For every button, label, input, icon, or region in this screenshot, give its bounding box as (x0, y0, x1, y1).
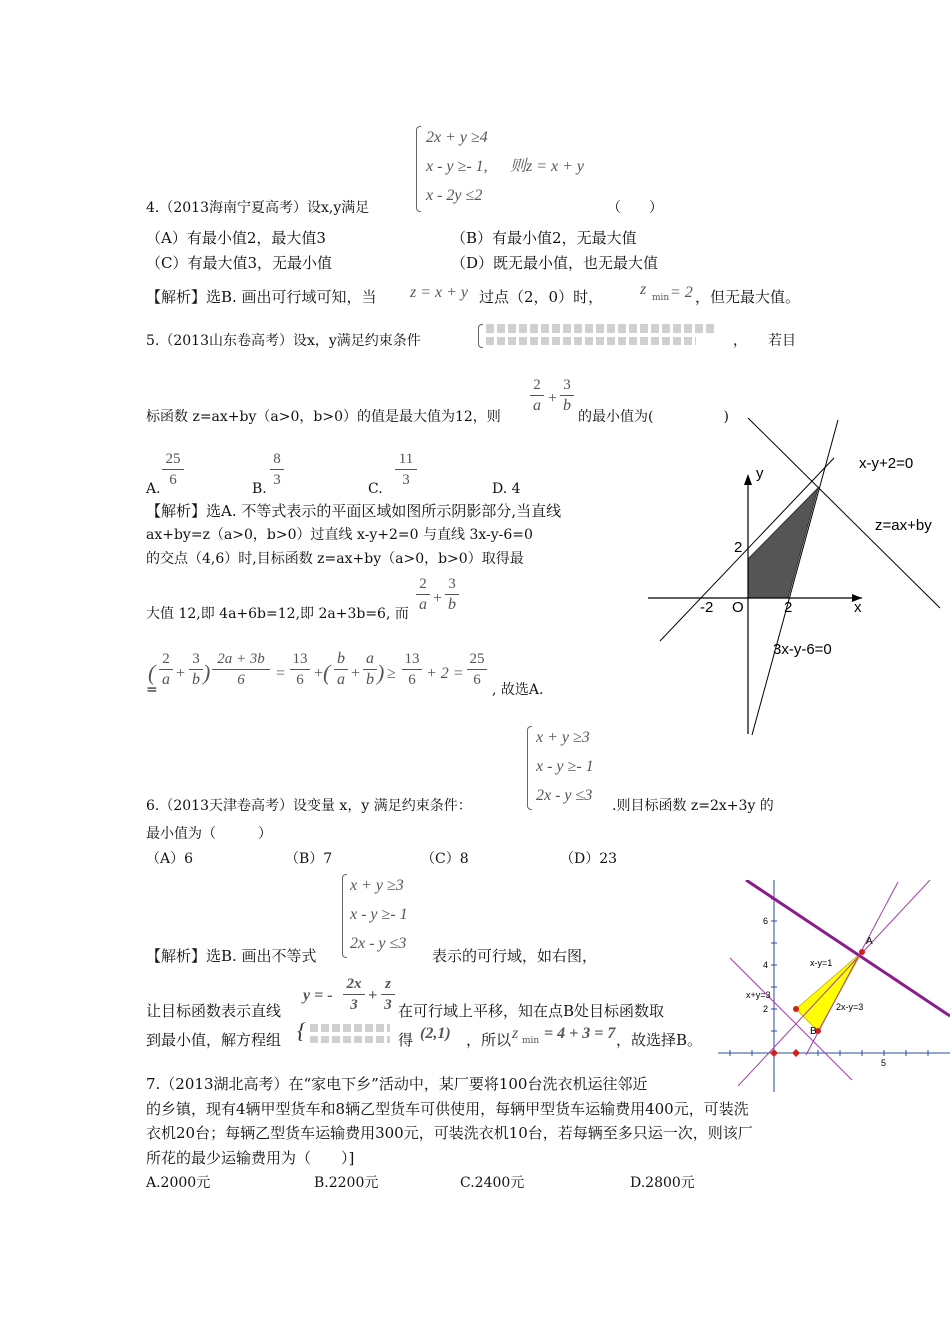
q6-blurred-eq2 (310, 1036, 390, 1043)
frac-den: 3 (384, 997, 392, 1013)
q5-stem: 5.（2013山东卷高考）设x，y满足约束条件 (146, 333, 421, 349)
q6-sol-sys-line2: x - y ≥- 1 (350, 906, 408, 923)
frac-den: 3 (402, 472, 410, 488)
frac-num: 25 (469, 651, 485, 667)
q6-solution3-point: (2,1) (420, 1025, 451, 1042)
q4-solution-prefix: 【解析】选B. 画出可行域可知，当 (146, 288, 377, 306)
q6-sys-line2: x - y ≥- 1 (536, 758, 594, 775)
q6-option-c: （C）8 (421, 851, 469, 867)
frac-num: 3 (192, 651, 200, 667)
q5-solution-line4: 大值 12,即 4a+6b=12,即 2a+3b=6, 而 (146, 606, 409, 622)
q6-solution-mid: 表示的可行域，如右图， (432, 947, 598, 965)
q6-label-line1: x-y=1 (810, 958, 833, 968)
q6-frac-plus: + (368, 987, 378, 1004)
q5-blurred-line2 (486, 337, 696, 345)
q5-label-origin: O (732, 599, 744, 616)
q6-label-y6: 6 (763, 916, 769, 926)
q5-eq-end: , 故选A. (492, 682, 544, 698)
q4-brace (416, 126, 421, 212)
q6-objective-line (746, 880, 950, 1016)
q6-stem2: 最小值为（ ） (146, 826, 272, 842)
frac-den: a (419, 596, 427, 613)
q5-eq-plus1: + (175, 665, 186, 682)
frac-den: 3 (350, 997, 358, 1013)
q5-label-2x: 2 (784, 599, 793, 616)
q4-solution-min: min (652, 293, 670, 303)
q6-label-line2: x+y=3 (746, 990, 771, 1000)
q4-option-d: （D）既无最小值，也无最大值 (451, 254, 659, 272)
q7-option-b: B.2200元 (314, 1175, 379, 1191)
q6-solution2-b: 在可行域上平移，知在点B处目标函数取 (398, 1002, 665, 1020)
q7-option-c: C.2400元 (460, 1175, 525, 1191)
q4-solution-z: z (640, 281, 647, 298)
q5-frac-3-over-b (560, 376, 574, 415)
q5-eq-paren2-close: ) (377, 660, 385, 685)
q6-label-x5: 5 (881, 1058, 887, 1068)
q7-line1: 7.（2013湖北高考）在“家电下乡”活动中，某厂要将100台洗衣机运往邻近 (146, 1075, 648, 1093)
q6-solution3-min: min (522, 1036, 540, 1046)
q6-eq-brace: { (297, 1018, 306, 1043)
q6-solution3-b: 得 (398, 1031, 414, 1049)
frac-num: 2x (346, 976, 362, 992)
q5-sol-frac-2a (416, 575, 430, 614)
q6-label-y2: 2 (763, 1004, 769, 1014)
frac-num: 3 (448, 576, 456, 592)
q5-option-d: D. 4 (492, 481, 521, 497)
q5-line2-a: 标函数 z=ax+by（a>0，b>0）的值是最大值为12，则 (146, 409, 501, 425)
q5-label-line1: x-y+2=0 (859, 455, 914, 472)
q5-option-c-frac (395, 450, 417, 489)
q5-label-2y: 2 (734, 539, 743, 556)
frac-num: 2a + 3b (217, 651, 265, 667)
q7-option-a: A.2000元 (146, 1175, 211, 1191)
q6-solution2-a: 让目标函数表示直线 (146, 1002, 282, 1020)
q4-sys-line3: x - 2y ≤2 (426, 187, 483, 204)
frac-num: 8 (273, 451, 281, 467)
q6-point-left (793, 1006, 799, 1012)
frac-num: b (337, 650, 345, 667)
q5-eq-plus-two: + 2 = (426, 665, 464, 682)
frac-den: 6 (296, 672, 304, 688)
q5-eq-paren-open: ( (148, 660, 156, 685)
q6-label-line3: 2x-y=3 (836, 1002, 864, 1012)
q5-eq-frac-a-b (363, 650, 377, 689)
frac-den: 6 (237, 672, 245, 688)
q4-sys-then: 则z = x + y (510, 158, 585, 175)
q4-solution-eq: = 2 (670, 284, 693, 301)
q5-y-arrow (744, 474, 752, 485)
q5-eq-paren2-open: ( (323, 660, 331, 685)
q6-point-a (859, 949, 865, 955)
q7-option-d: D.2800元 (630, 1175, 695, 1191)
frac-num: 25 (165, 451, 181, 467)
q4-sys-line1: 2x + y ≥4 (426, 129, 488, 146)
frac-den: 6 (169, 472, 177, 488)
q5-label-y: y (756, 465, 764, 482)
frac-num: 3 (563, 377, 571, 393)
q6-option-d: （D）23 (560, 851, 618, 867)
q6-option-b: （B）7 (285, 851, 333, 867)
q4-option-a: （A）有最小值2，最大值3 (146, 229, 326, 247)
q6-solution2-y: y = - (303, 987, 333, 1004)
frac-den: 6 (473, 672, 481, 688)
q6-ticks (730, 899, 928, 1056)
q4-option-c: （C）有最大值3，无最小值 (146, 254, 333, 272)
q6-sol-sys-line3: 2x - y ≤3 (350, 935, 407, 952)
q6-graph (718, 880, 950, 1092)
q6-blurred-eq1 (310, 1024, 390, 1032)
q5-eq-prefix: = (146, 682, 158, 698)
q4-solution-expr: z = x + y (410, 284, 469, 301)
q5-label-line3: 3x-y-6=0 (773, 641, 832, 658)
q6-label-a: A (866, 936, 873, 947)
q5-blurred-line1 (486, 324, 716, 333)
q5-eq-frac-25-6 (467, 650, 487, 689)
q6-frac-2x-3 (343, 975, 365, 1014)
q6-solution3-eq: = 4 + 3 = 7 (544, 1025, 616, 1042)
q5-eq-plus2: + (313, 665, 324, 682)
q4-blank: （ ） (607, 200, 663, 216)
frac-den: a (162, 671, 170, 688)
q6-sol-sys-line1: x + y ≥3 (350, 877, 404, 894)
q5-label-line2: z=ax+by (875, 517, 932, 534)
frac-den: b (563, 397, 571, 414)
q4-option-b: （B）有最小值2，无最大值 (451, 229, 637, 247)
q7-line3: 衣机20台；每辆乙型货车运输费用300元，可装洗衣机10台，若每辆至多只运一次，则该厂 (146, 1124, 753, 1142)
q5-option-b: B. (252, 481, 267, 497)
q6-marker-x-2 (792, 1049, 800, 1057)
q5-eq-frac-2a3b (212, 650, 270, 689)
q7-line4: 所花的最少运输费用为（ ）] (146, 1149, 355, 1167)
q5-option-a: A. (146, 481, 161, 497)
q5-eq-paren-close: ) (203, 660, 211, 685)
q5-label-x: x (854, 599, 862, 616)
frac-num: 13 (404, 651, 420, 667)
q5-eq-plus3: + (350, 665, 361, 682)
frac-den: a (533, 397, 541, 414)
frac-num: 2 (419, 576, 427, 592)
q5-solution-line1: 【解析】选A. 不等式表示的平面区域如图所示阴影部分,当直线 (146, 502, 562, 520)
q5-label-neg2: -2 (700, 599, 714, 616)
frac-num: 2 (162, 651, 170, 667)
q5-solution-line3: 的交点（4,6）时,目标函数 z=ax+by（a>0，b>0）取得最 (146, 551, 524, 567)
q7-line2: 的乡镇，现有4辆甲型货车和8辆乙型货车可供使用，每辆甲型货车运输费用400元，可装洗 (146, 1100, 749, 1118)
q5-eq-frac-13-6 (290, 650, 310, 689)
q4-stem: 4.（2013海南宁夏高考）设x,y满足 (146, 200, 370, 216)
q6-solution3-c: ，所以 (466, 1031, 512, 1049)
q5-stem-end: ， 若目 (733, 333, 796, 349)
frac-den: a (337, 671, 345, 688)
frac-den: b (366, 671, 374, 688)
q5-brace (478, 324, 483, 348)
frac-num: 2 (533, 377, 541, 393)
q5-eq-frac-13-6-b (402, 650, 422, 689)
q4-solution-mid: 过点（2，0）时， (479, 288, 604, 306)
q6-solution3-a: 到最小值，解方程组 (146, 1031, 282, 1049)
q6-solution3-end: ，故选择B。 (616, 1031, 703, 1049)
q6-frac-z-3 (381, 975, 395, 1014)
frac-den: b (192, 671, 200, 688)
q5-option-a-frac (162, 450, 184, 489)
q5-frac-2-over-a (530, 376, 544, 415)
q5-sol-plus: + (432, 590, 443, 607)
q5-eq-ge: ≥ (387, 665, 396, 682)
frac-num: z (385, 976, 391, 992)
q6-sys-line1: x + y ≥3 (536, 729, 590, 746)
q5-option-b-frac (270, 450, 284, 489)
q5-shaded-region (748, 488, 818, 598)
q4-solution-end: ，但无最大值。 (695, 288, 801, 306)
q5-solution-line2: ax+by=z（a>0，b>0）过直线 x-y+2=0 与直线 3x-y-6=0 (146, 527, 533, 543)
frac-num: 11 (398, 451, 414, 467)
q5-eq-frac-3b (189, 650, 203, 689)
q5-sol-frac-3b (445, 575, 459, 614)
q5-option-c: C. (368, 481, 383, 497)
q6-label-y4: 4 (763, 960, 769, 970)
q6-stem: 6.（2013天津卷高考）设变量 x，y 满足约束条件： (146, 798, 472, 814)
q5-eq-frac-2a (159, 650, 173, 689)
q6-solution3-z: z (512, 1025, 519, 1042)
frac-num: 13 (292, 651, 308, 667)
frac-num: a (366, 650, 374, 667)
q6-label-b: B (810, 1026, 817, 1037)
q5-eq-frac-b-a (334, 650, 348, 689)
frac-den: 6 (408, 672, 416, 688)
frac-den: 3 (273, 472, 281, 488)
q4-sys-line2: x - y ≥- 1, (426, 158, 488, 175)
q6-option-a: （A）6 (146, 851, 194, 867)
q5-line2-b: 的最小值为( ) (578, 409, 729, 425)
frac-den: b (448, 596, 456, 613)
q5-plus: + (547, 390, 558, 407)
q5-graph (640, 400, 945, 745)
q6-solution-prefix: 【解析】选B. 画出不等式 (146, 947, 317, 965)
q6-sol-brace (342, 874, 347, 958)
q6-stem-end: .则目标函数 z=2x+3y 的 (612, 798, 774, 814)
q5-eq-equals1: = (275, 665, 286, 682)
q6-brace (527, 726, 532, 810)
q6-sys-line3: 2x - y ≤3 (536, 787, 593, 804)
q5-line-x-y-2 (660, 458, 834, 641)
